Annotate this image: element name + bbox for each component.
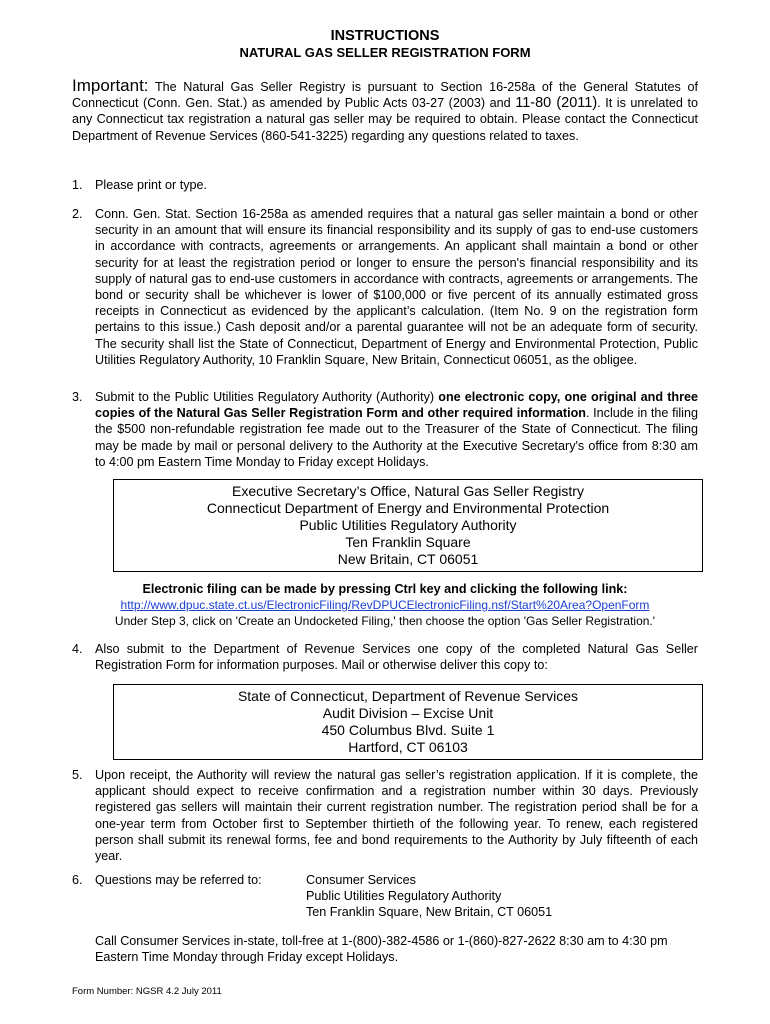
instruction-item-2 (72, 206, 698, 368)
electronic-filing-section (72, 581, 698, 629)
instruction-item-5 (72, 767, 698, 864)
important-label: Important: (72, 76, 149, 95)
address-line: Executive Secretary’s Office, Natural Gas Seller Registry (232, 483, 584, 499)
item-number: 6. (72, 873, 83, 887)
instruction-item-1 (72, 177, 698, 193)
page-title: INSTRUCTIONS (330, 28, 440, 44)
form-number: Form Number: NGSR 4.2 July 2011 (72, 986, 222, 997)
call-consumer-services-text: Call Consumer Services in-state, toll-free at 1-(800)-382-4586 or 1-(860)-827-2622 8:30 am to 4:30 pm Eastern Time Monday through Friday except Holidays. (95, 934, 668, 965)
item-text: Please print or type. (95, 178, 208, 192)
item-number: 5. (72, 768, 83, 782)
address-line: Audit Division – Excise Unit (322, 705, 494, 721)
item-3-text-a: Submit to the Public Utilities Regulatory Authority (Authority) (95, 390, 439, 404)
electronic-filing-note: Under Step 3, click on 'Create an Undocketed Filing,' then choose the option 'Gas Seller Registration.' (114, 614, 656, 628)
page-subtitle: NATURAL GAS SELLER REGISTRATION FORM (239, 45, 531, 60)
item-text (95, 389, 698, 470)
contact-line: Consumer Services (306, 873, 416, 887)
intro-text-b: . It is unrelated to any Connecticut tax registration a natural gas seller may be required to obtain. Please contact the Connecticut Department of Revenue Services (860-541-3225) regarding any questions related to taxes. (72, 96, 698, 143)
address-line: Hartford, CT 06103 (348, 739, 468, 755)
item-text: Upon receipt, the Authority will review the natural gas seller’s registration application. If it is complete, the applicant should expect to receive confirmation and a registration number within 30 days. Previously registered gas sellers will maintain their current registration number. The registration period shall be for a one-year term from October first to September thirtieth of the following year. To renew, each registered person shall submit its renewal forms, fee and bond requirements to the Authority by July fifteenth of each year. (95, 768, 698, 864)
item-3-text-b: . Include in the filing the $500 non-refundable registration fee made out to the Treasurer of the State of Connecticut. The filing may be made by mail or personal delivery to the Authority at the Executive Secretary's office from 8:30 am to 4:00 pm Eastern Time Monday to Friday except Holidays. (95, 406, 698, 469)
instruction-item-4 (72, 641, 698, 673)
contact-line: Ten Franklin Square, New Britain, CT 06051 (306, 905, 553, 920)
important-paragraph (72, 78, 698, 144)
electronic-filing-heading: Electronic filing can be made by pressing Ctrl key and clicking the following link: (142, 582, 628, 596)
item-text: Conn. Gen. Stat. Section 16-258a as amended requires that a natural gas seller maintain a bond or other security in an amount that will ensure its financial responsibility and its supply of gas to end-use customers in accordance with contracts, agreements or arrangements. An applicant shall maintain a bond or other security for at least the registration period or longer to ensure the person's financial responsibility and its supply of natural gas to end-use customers in accordance with contracts, agreements or arrangements. The bond or security shall be whichever is lower of $100,000 or five percent of its annually estimated gross receipts in Connecticut as evidenced by the applicant’s calculation. (Item No. 9 on the registration form pertains to this issue.) Cash deposit and/or a parental guarantee will not be an adequate form of security. The security shall list the State of Connecticut, Department of Energy and Environmental Protection, Public Utilities Regulatory Authority, 10 Franklin Square, New Britain, Connecticut 06051, as the obligee. (95, 207, 698, 367)
consumer-services-contact (306, 872, 552, 921)
item-text: Also submit to the Department of Revenue Services one copy of the completed Natural Gas Seller Registration Form for information purposes. Mail or otherwise deliver this copy to: (95, 642, 698, 673)
address-line: New Britain, CT 06051 (337, 551, 479, 567)
item-number: 4. (72, 642, 83, 656)
instruction-item-3 (72, 389, 698, 470)
revenue-services-address-box (113, 684, 703, 760)
address-line: Connecticut Department of Energy and Environmental Protection (206, 500, 610, 516)
contact-line: Public Utilities Regulatory Authority (306, 889, 502, 904)
item-3-bold-text: one electronic copy, one original and three copies of the Natural Gas Seller Registration Form and other required information (95, 390, 699, 421)
address-line: State of Connecticut, Department of Revenue Services (237, 688, 579, 704)
intro-text-a: The Natural Gas Seller Registry is pursuant to Section 16-258a of the General Statutes of Connecticut (Conn. Gen. Stat.) as amended by Public Acts 03-27 (2003) and (72, 80, 698, 111)
item-number: 1. (72, 178, 83, 192)
address-line: Public Utilities Regulatory Authority (299, 517, 517, 533)
item-text: Questions may be referred to: (95, 873, 262, 887)
item-number: 2. (72, 207, 83, 221)
electronic-filing-link[interactable]: http://www.dpuc.state.ct.us/ElectronicFiling/RevDPUCElectronicFiling.nsf/Start%20Area?OpenForm (120, 598, 650, 612)
act-number: 11-80 (2011) (515, 95, 598, 112)
item-number: 3. (72, 390, 83, 404)
executive-secretary-address-box (113, 479, 703, 572)
address-line: 450 Columbus Blvd. Suite 1 (321, 722, 495, 738)
address-line: Ten Franklin Square (345, 534, 471, 550)
